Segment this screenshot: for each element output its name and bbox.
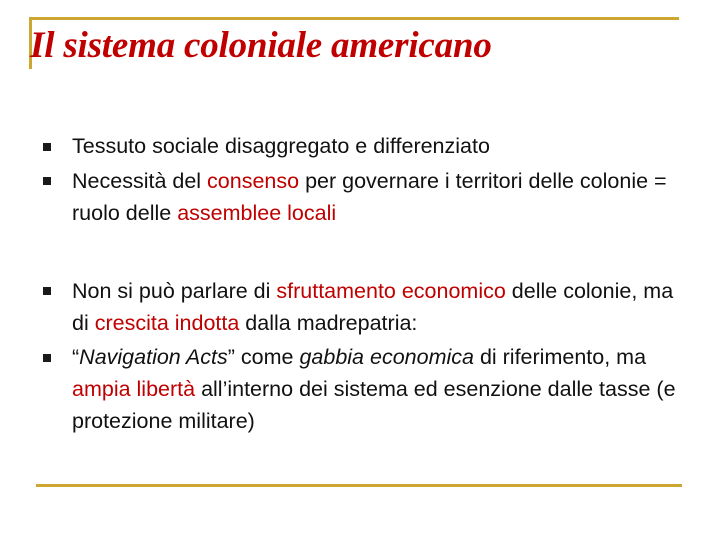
bullet-marker <box>43 287 51 295</box>
title-frame-top-rule <box>29 17 679 20</box>
bullet-item-4-quote-open: “ <box>72 345 80 369</box>
bullet-item-4-italic-gabbia: gabbia economica <box>299 345 474 369</box>
bullet-item-1-text: Tessuto sociale disaggregato e differenziato <box>72 134 490 158</box>
bullet-item-2-part2: per governare i territori delle colonie = ruolo delle <box>72 169 667 225</box>
bullet-item-2-highlight-assemblee: assemblee locali <box>177 201 337 225</box>
bullet-item-2-part1: Necessità del <box>72 169 208 193</box>
bullet-item-3 <box>72 275 692 339</box>
bullet-item-4 <box>72 341 692 437</box>
bullet-item-3-highlight-crescita: crescita indotta <box>94 311 240 335</box>
slide-title: Il sistema coloniale americano <box>30 25 492 66</box>
bullet-item-4-part1: ” come <box>227 345 300 369</box>
bullet-item-3-part1: Non si può parlare di <box>72 279 277 303</box>
bullet-item-3-part2: delle colonie, ma di <box>72 279 674 335</box>
footer-rule <box>36 484 682 487</box>
bullet-item-2 <box>72 165 692 229</box>
bullet-item-3-highlight-sfruttamento: sfruttamento economico <box>276 279 506 303</box>
bullet-marker <box>43 177 51 185</box>
bullet-item-4-part2: di riferimento, ma <box>473 345 647 369</box>
bullet-item-2-highlight-consenso: consenso <box>207 169 300 193</box>
bullet-item-3-part3: dalla madrepatria: <box>239 311 418 335</box>
bullet-item-4-highlight-liberta: ampia libertà <box>72 377 196 401</box>
bullet-item-1 <box>72 130 692 162</box>
bullet-marker <box>43 143 51 151</box>
bullet-item-4-italic-navigation-acts: Navigation Acts <box>79 345 228 369</box>
bullet-marker <box>43 354 51 362</box>
bullet-item-4-part3: all’interno dei sistema ed esenzione dalle tasse (e protezione militare) <box>72 377 676 433</box>
